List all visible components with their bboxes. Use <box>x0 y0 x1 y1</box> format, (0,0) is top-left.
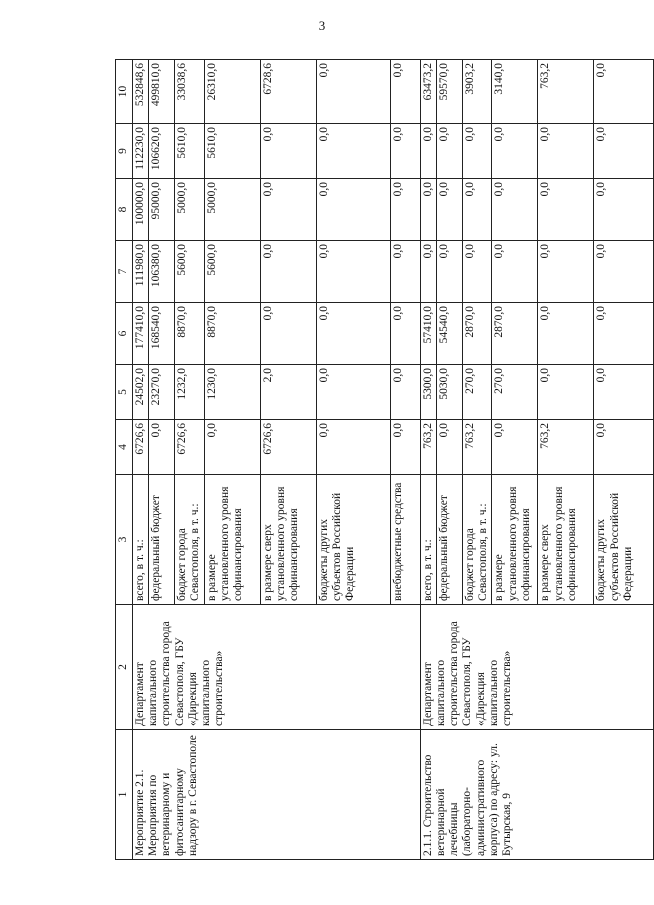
value-cell: 0,0 <box>538 124 594 179</box>
value-cell: 0,0 <box>594 179 654 241</box>
value-cell: 0,0 <box>316 60 390 124</box>
value-cell: 0,0 <box>594 60 654 124</box>
header-row <box>116 60 133 860</box>
value-cell: 499810,0 <box>149 60 175 124</box>
value-cell: 57410,0 <box>420 303 436 365</box>
value-cell: 0,0 <box>436 420 462 475</box>
value-cell: 0,0 <box>594 303 654 365</box>
value-cell: 0,0 <box>390 179 420 241</box>
header-cell: 2 <box>116 605 133 730</box>
value-cell: 0,0 <box>594 241 654 303</box>
value-cell: 0,0 <box>316 303 390 365</box>
page-number: 3 <box>318 18 326 33</box>
header-cell: 6 <box>116 303 133 365</box>
value-cell: 763,2 <box>538 420 594 475</box>
value-cell: 23270,0 <box>149 365 175 420</box>
responsible-cell: Департамент капитального строительства города Севастополя, ГБУ «Дирекция капитального строительства» <box>420 605 654 730</box>
value-cell: 0,0 <box>204 420 260 475</box>
value-cell: 0,0 <box>538 303 594 365</box>
value-cell: 532848,6 <box>133 60 149 124</box>
value-cell: 95000,0 <box>149 179 175 241</box>
value-cell: 6728,6 <box>260 60 316 124</box>
value-cell: 5000,0 <box>175 179 204 241</box>
value-cell: 0,0 <box>316 124 390 179</box>
funding-source-cell: бюджет города Севастополя, в т. ч.: <box>175 475 204 605</box>
value-cell: 0,0 <box>149 420 175 475</box>
funding-source-cell: в размере сверх установленного уровня софинансирования <box>538 475 594 605</box>
event-name-cell: 2.1.1. Строительство ветеринарной лечебницы (лабораторно-административного корпуса) по адресу: ул. Бутырская, 9 <box>420 730 654 860</box>
table-row <box>420 60 436 860</box>
value-cell: 2870,0 <box>462 303 491 365</box>
value-cell: 0,0 <box>316 179 390 241</box>
value-cell: 1232,0 <box>175 365 204 420</box>
funding-table <box>115 59 654 860</box>
responsible-cell: Департамент капитального строительства города Севастополя, ГБУ «Дирекция капитального строительства» <box>133 605 421 730</box>
value-cell: 0,0 <box>390 420 420 475</box>
value-cell: 111980,0 <box>133 241 149 303</box>
header-cell: 7 <box>116 241 133 303</box>
funding-source-cell: бюджет города Севастополя, в т. ч.: <box>462 475 491 605</box>
value-cell: 5300,0 <box>420 365 436 420</box>
value-cell: 3903,2 <box>462 60 491 124</box>
funding-source-cell: в размере установленного уровня софинансирования <box>492 475 538 605</box>
funding-source-cell: внебюджетные средства <box>390 475 420 605</box>
value-cell: 59570,0 <box>436 60 462 124</box>
header-cell: 3 <box>116 475 133 605</box>
value-cell: 5610,0 <box>204 124 260 179</box>
value-cell: 0,0 <box>462 179 491 241</box>
value-cell: 0,0 <box>538 365 594 420</box>
value-cell: 0,0 <box>420 124 436 179</box>
value-cell: 0,0 <box>436 124 462 179</box>
value-cell: 5000,0 <box>204 179 260 241</box>
funding-source-cell: в размере сверх установленного уровня софинансирования <box>260 475 316 605</box>
value-cell: 763,2 <box>462 420 491 475</box>
value-cell: 270,0 <box>492 365 538 420</box>
value-cell: 6726,6 <box>175 420 204 475</box>
value-cell: 763,2 <box>420 420 436 475</box>
value-cell: 63473,2 <box>420 60 436 124</box>
value-cell: 8870,0 <box>204 303 260 365</box>
header-cell: 8 <box>116 179 133 241</box>
funding-source-cell: бюджеты других субъектов Российской Федерации <box>316 475 390 605</box>
value-cell: 33038,6 <box>175 60 204 124</box>
value-cell: 5600,0 <box>175 241 204 303</box>
value-cell: 177410,0 <box>133 303 149 365</box>
value-cell: 106380,0 <box>149 241 175 303</box>
value-cell: 0,0 <box>316 420 390 475</box>
value-cell: 0,0 <box>260 179 316 241</box>
value-cell: 6726,6 <box>260 420 316 475</box>
value-cell: 0,0 <box>316 365 390 420</box>
value-cell: 0,0 <box>492 124 538 179</box>
value-cell: 0,0 <box>390 241 420 303</box>
value-cell: 0,0 <box>594 124 654 179</box>
funding-source-cell: в размере установленного уровня софинансирования <box>204 475 260 605</box>
value-cell: 168540,0 <box>149 303 175 365</box>
event-name-cell: Мероприятие 2.1. Мероприятия по ветеринарному и фитосанитарному надзору в г. Севастополе <box>133 730 421 860</box>
value-cell: 0,0 <box>594 420 654 475</box>
funding-source-cell: всего, в т. ч.: <box>420 475 436 605</box>
header-cell: 10 <box>116 60 133 124</box>
value-cell: 5600,0 <box>204 241 260 303</box>
value-cell: 0,0 <box>594 365 654 420</box>
value-cell: 6726,6 <box>133 420 149 475</box>
header-cell: 9 <box>116 124 133 179</box>
value-cell: 5610,0 <box>175 124 204 179</box>
value-cell: 0,0 <box>316 241 390 303</box>
value-cell: 0,0 <box>492 420 538 475</box>
funding-source-cell: всего, в т. ч.: <box>133 475 149 605</box>
value-cell: 100000,0 <box>133 179 149 241</box>
funding-source-cell: бюджеты других субъектов Российской Федерации <box>594 475 654 605</box>
value-cell: 0,0 <box>390 365 420 420</box>
value-cell: 763,2 <box>538 60 594 124</box>
table-row <box>133 60 149 860</box>
value-cell: 0,0 <box>492 241 538 303</box>
value-cell: 2870,0 <box>492 303 538 365</box>
header-cell: 1 <box>116 730 133 860</box>
value-cell: 1230,0 <box>204 365 260 420</box>
value-cell: 0,0 <box>538 241 594 303</box>
value-cell: 0,0 <box>260 241 316 303</box>
funding-source-cell: федеральный бюджет <box>436 475 462 605</box>
value-cell: 24502,0 <box>133 365 149 420</box>
value-cell: 0,0 <box>420 179 436 241</box>
value-cell: 0,0 <box>390 303 420 365</box>
value-cell: 106620,0 <box>149 124 175 179</box>
value-cell: 0,0 <box>538 179 594 241</box>
value-cell: 3140,0 <box>492 60 538 124</box>
value-cell: 0,0 <box>436 241 462 303</box>
value-cell: 0,0 <box>260 303 316 365</box>
value-cell: 8870,0 <box>175 303 204 365</box>
value-cell: 2,0 <box>260 365 316 420</box>
funding-source-cell: федеральный бюджет <box>149 475 175 605</box>
value-cell: 0,0 <box>420 241 436 303</box>
rotated-table-wrapper <box>115 60 634 860</box>
value-cell: 5030,0 <box>436 365 462 420</box>
value-cell: 0,0 <box>462 124 491 179</box>
value-cell: 0,0 <box>462 241 491 303</box>
value-cell: 0,0 <box>492 179 538 241</box>
value-cell: 0,0 <box>436 179 462 241</box>
value-cell: 0,0 <box>260 124 316 179</box>
value-cell: 54540,0 <box>436 303 462 365</box>
value-cell: 0,0 <box>390 60 420 124</box>
value-cell: 112230,0 <box>133 124 149 179</box>
header-cell: 4 <box>116 420 133 475</box>
header-cell: 5 <box>116 365 133 420</box>
rotated-table <box>115 60 634 860</box>
value-cell: 0,0 <box>390 124 420 179</box>
value-cell: 270,0 <box>462 365 491 420</box>
value-cell: 26310,0 <box>204 60 260 124</box>
